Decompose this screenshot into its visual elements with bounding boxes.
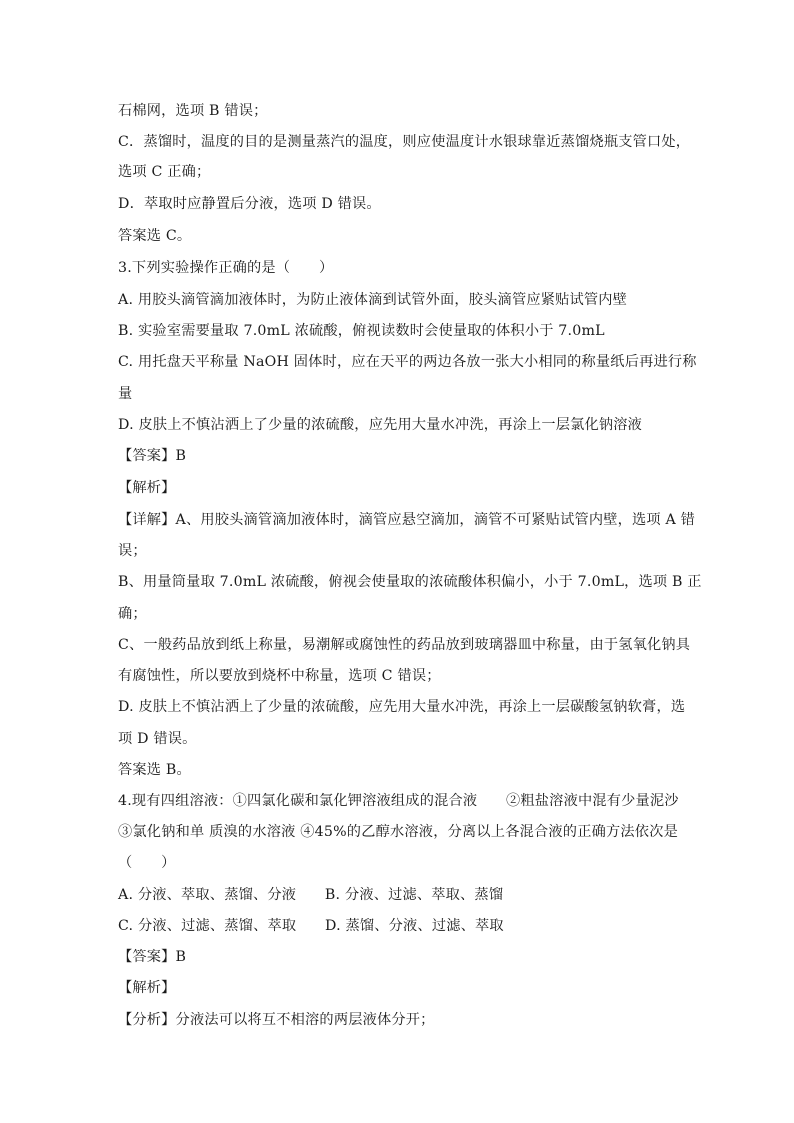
text-line: 有腐蚀性，所以要放到烧杯中称量，选项 C 错误； (118, 668, 441, 684)
question-title: 4.现有四组溶液：①四氯化碳和氯化钾溶液组成的混合液 ②粗盐溶液中混有少量泥沙 (118, 793, 679, 809)
text-line: 答案选 B。 (118, 762, 191, 778)
option-line: 量 (118, 386, 133, 402)
text-line: C、一般药品放到纸上称量，易潮解或腐蚀性的药品放到玻璃器皿中称量，由于氢氧化钠具 (118, 637, 691, 653)
text-line: 【分析】分液法可以将互不相溶的两层液体分开； (118, 1012, 435, 1028)
question-title: 3.下列实验操作正确的是（ ） (118, 260, 334, 276)
text-line: 误； (118, 543, 147, 559)
answer-label: 【答案】B (118, 448, 187, 464)
text-line: 项 D 错误。 (118, 731, 197, 747)
text-line: 答案选 C。 (118, 228, 192, 244)
text-line: 石棉网，选项 B 错误； (118, 103, 268, 119)
answer-label: 【答案】B (118, 949, 187, 965)
text-line: 选项 C 正确； (118, 164, 211, 180)
question-title: ③氯化钠和单 质溴的水溶液 ④45%的乙醇水溶液，分离以上各混合液的正确方法依次是 (118, 824, 678, 840)
option-line: A. 用胶头滴管滴加液体时，为防止液体滴到试管外面，胶头滴管应紧贴试管内壁 (118, 292, 628, 308)
text-line: C．蒸馏时，温度的目的是测量蒸汽的温度，则应使温度计水银球靠近蒸馏烧瓶支管口处， (118, 134, 691, 150)
text-line: B、用量筒量取 7.0mL 浓硫酸，俯视会使量取的浓硫酸体积偏小，小于 7.0mL，选项 B 正 (118, 574, 702, 590)
analysis-label: 【解析】 (118, 980, 176, 996)
option-line: A. 分液、萃取、蒸馏、分液 B. 分液、过滤、萃取、蒸馏 (118, 887, 504, 903)
question-title: （ ） (118, 855, 176, 871)
option-line: B. 实验室需要量取 7.0mL 浓硫酸，俯视读数时会使量取的体积小于 7.0mL (118, 323, 605, 339)
option-line: C. 分液、过滤、蒸馏、萃取 D. 蒸馏、分液、过滤、萃取 (118, 918, 504, 934)
text-line: 【详解】A、用胶头滴管滴加液体时，滴管应悬空滴加，滴管不可紧贴试管内壁，选项 A 错 (118, 512, 696, 528)
text-line: 确； (118, 606, 147, 622)
text-line: D．萃取时应静置后分液，选项 D 错误。 (118, 196, 381, 212)
option-line: D. 皮肤上不慎沾洒上了少量的浓硫酸，应先用大量水冲洗，再涂上一层氯化钠溶液 (118, 417, 643, 433)
analysis-label: 【解析】 (118, 480, 176, 496)
text-line: D. 皮肤上不慎沾洒上了少量的浓硫酸，应先用大量水冲洗，再涂上一层碳酸氢钠软膏，选 (118, 699, 686, 715)
option-line: C. 用托盘天平称量 NaOH 固体时，应在天平的两边各放一张大小相同的称量纸后再进行称 (118, 354, 697, 370)
